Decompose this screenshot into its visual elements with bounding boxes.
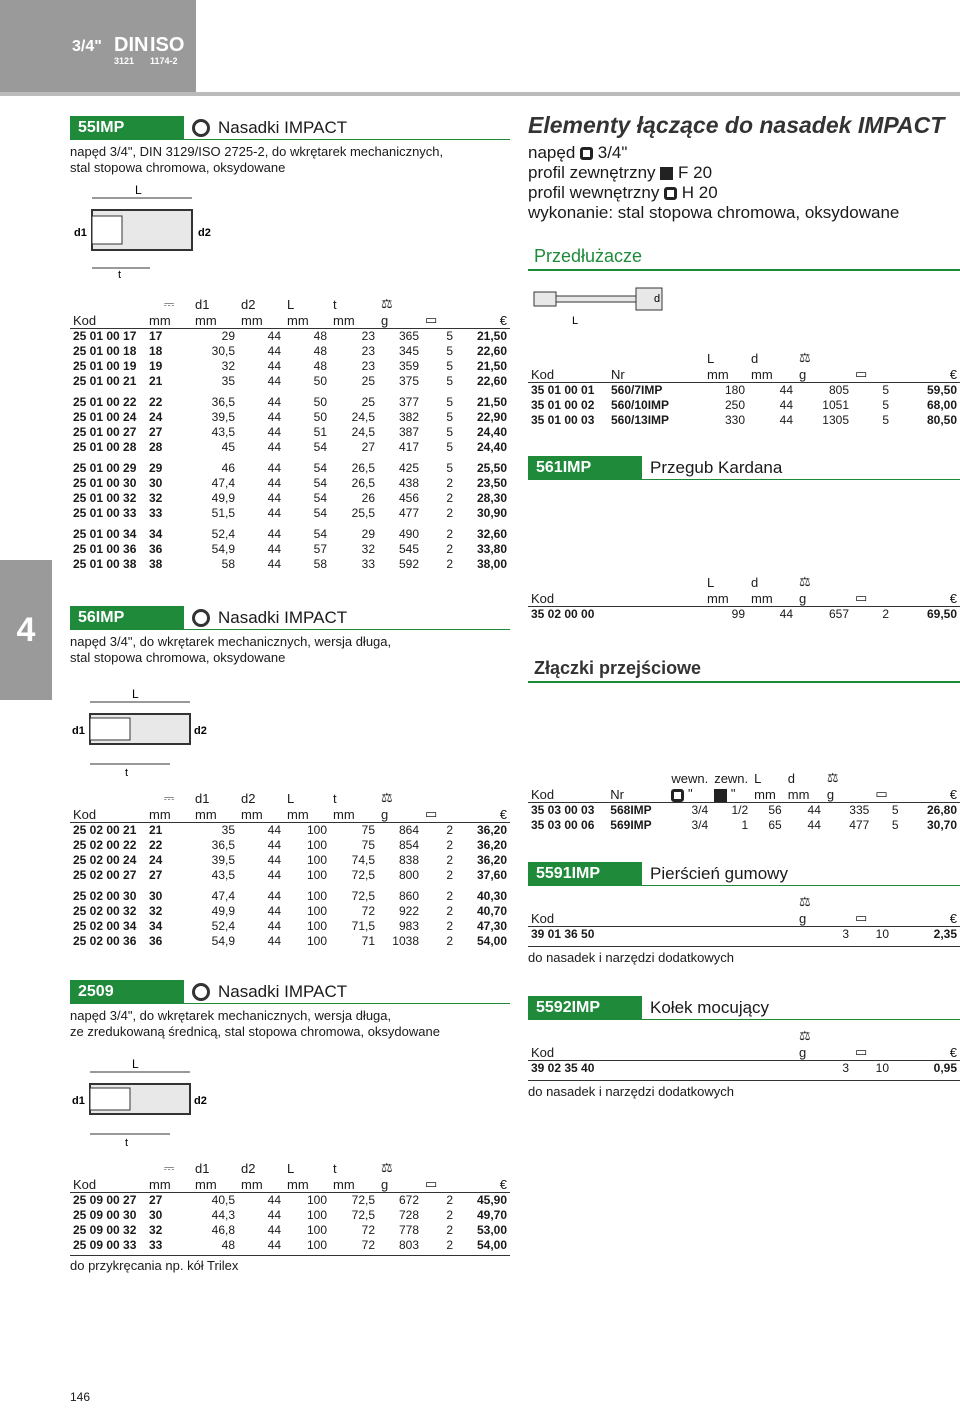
scale-icon: ⚖ bbox=[381, 1160, 393, 1175]
wrench-icon: ⎓ bbox=[163, 790, 175, 805]
din-number: 3121 bbox=[114, 56, 135, 66]
rubber-ring-table: ⚖ Kod g ▭ € 39 01 36 50 3 10 2,35 do nasadek i narzędzi dodatkowych bbox=[528, 894, 960, 966]
section-header bbox=[70, 606, 510, 630]
table-row: 25 02 00 22 22 36,5 44 100 75 854 2 36,20 bbox=[73, 838, 507, 852]
product-title: Przegub Kardana bbox=[642, 456, 960, 480]
header-badge bbox=[0, 0, 196, 92]
section-header bbox=[70, 980, 510, 1004]
product-code: 55IMP bbox=[70, 116, 184, 140]
description-line-2: stal stopowa chromowa, oksydowane bbox=[70, 650, 286, 665]
section-56imp bbox=[70, 606, 510, 666]
description-line-1: napęd 3/4", do wkrętarek mechanicznych, wersja długa, bbox=[70, 634, 392, 649]
table-row: 25 01 00 33 33 51,5 44 54 25,5 477 2 30,90 bbox=[73, 506, 507, 520]
chapter-tab: 4 bbox=[0, 560, 52, 700]
svg-text:d2: d2 bbox=[194, 725, 207, 737]
table-row: 25 01 00 19 19 32 44 48 23 359 5 21,50 bbox=[73, 359, 507, 373]
wrench-icon: ⎓ bbox=[163, 296, 175, 311]
table-row: 35 01 00 03 560/13IMP 330 44 1305 5 80,50 bbox=[531, 413, 957, 427]
table-row: 35 01 00 01 560/7IMP 180 44 805 5 59,50 bbox=[531, 383, 957, 398]
solid-square-icon bbox=[660, 167, 673, 180]
section-5591imp bbox=[528, 862, 960, 886]
scale-icon: ⚖ bbox=[826, 770, 839, 785]
internal-profile-line: profil wewnętrzny H 20 bbox=[528, 183, 718, 202]
product-code: 56IMP bbox=[70, 606, 184, 630]
svg-text:L: L bbox=[132, 1057, 139, 1071]
description-line-2: ze zredukowaną średnicą, stal stopowa chromowa, oksydowane bbox=[70, 1024, 440, 1039]
product-code: 2509 bbox=[70, 980, 184, 1004]
description-line-1: napęd 3/4", do wkrętarek mechanicznych, wersja długa, bbox=[70, 1008, 392, 1023]
product-code: 561IMP bbox=[528, 456, 642, 480]
extensions-header bbox=[528, 244, 960, 271]
table-row: 25 09 00 32 32 46,8 44 100 72 778 2 53,00 bbox=[73, 1223, 507, 1237]
description-line-2: stal stopowa chromowa, oksydowane bbox=[70, 160, 286, 175]
product-title: Kołek mocujący bbox=[642, 996, 960, 1020]
svg-text:t: t bbox=[118, 269, 122, 280]
svg-text:d1: d1 bbox=[72, 1095, 85, 1107]
table-row: 25 02 00 24 24 39,5 44 100 74,5 838 2 36,20 bbox=[73, 853, 507, 867]
extension-diagram bbox=[528, 280, 688, 330]
svg-text:L: L bbox=[132, 687, 139, 701]
wrench-icon: ⎓ bbox=[163, 1160, 175, 1175]
section-title: Złączki przejściowe bbox=[528, 656, 960, 683]
table-55imp bbox=[70, 296, 510, 572]
iso-label: ISO bbox=[150, 34, 185, 56]
table-row: 25 01 00 27 27 43,5 44 51 24,5 387 5 24,40 bbox=[73, 425, 507, 439]
section-55imp bbox=[70, 116, 510, 176]
section-5592imp bbox=[528, 996, 960, 1020]
svg-text:d1: d1 bbox=[74, 227, 87, 239]
reduced-socket-diagram bbox=[70, 1056, 220, 1152]
table-row: 25 01 00 18 18 30,5 44 48 23 345 5 22,60 bbox=[73, 344, 507, 358]
hollow-square-icon bbox=[664, 187, 677, 200]
svg-text:L: L bbox=[572, 315, 579, 327]
table-row: 25 01 00 36 36 54,9 44 57 32 545 2 33,80 bbox=[73, 542, 507, 556]
top-divider bbox=[0, 92, 960, 96]
package-icon: ▭ bbox=[425, 312, 438, 327]
table-row: 25 02 00 21 21 35 44 100 75 864 2 36,20 bbox=[73, 823, 507, 838]
scale-icon: ⚖ bbox=[799, 574, 811, 589]
section-2509 bbox=[70, 980, 510, 1040]
external-profile-line: profil zewnętrzny F 20 bbox=[528, 163, 713, 182]
package-icon: ▭ bbox=[855, 1044, 868, 1059]
extensions-table: L d ⚖ Kod Nr mm mm g ▭ € 35 01 00 01 560/7IMP 180 44 805 5 59,50 35 01 00 02 560/10IMP 250 44 1051 5 68,00 35 01 00 03 560/13IMP 330 44 1305 5 80,50 bbox=[528, 350, 960, 428]
cardan-table: L d ⚖ Kod mm mm g ▭ € 35 02 00 00 99 44 657 2 69,50 bbox=[528, 574, 960, 622]
hollow-square-icon bbox=[671, 789, 684, 802]
table-56imp bbox=[70, 790, 510, 949]
table-2509 bbox=[70, 1160, 510, 1274]
adapters-table: wewn. zewn. L d ⚖ Kod Nr " " mm mm g ▭ € 35 03 00 03 568IMP 3/4 1/2 56 44 335 5 26,80 35 03 00 06 569IMP 3/4 1 65 44 477 5 30,70 bbox=[528, 770, 960, 833]
long-socket-diagram bbox=[70, 684, 220, 784]
table-row: 25 01 00 22 22 36,5 44 50 25 377 5 21,50 bbox=[73, 395, 507, 409]
table-row: 25 02 00 30 30 47,4 44 100 72,5 860 2 40,30 bbox=[73, 889, 507, 903]
table-row: 25 09 00 33 33 48 44 100 72 803 2 54,00 bbox=[73, 1238, 507, 1252]
scale-icon: ⚖ bbox=[799, 350, 811, 365]
section-561imp bbox=[528, 456, 960, 480]
description-line-1: napęd 3/4", DIN 3129/ISO 2725-2, do wkrętarek mechanicznych, bbox=[70, 144, 444, 159]
product-title: Pierścień gumowy bbox=[642, 862, 960, 886]
drive-size: 3/4" bbox=[72, 38, 102, 55]
table-row: 35 02 00 00 99 44 657 2 69,50 bbox=[531, 607, 957, 622]
socket-diagram bbox=[70, 180, 220, 280]
table-row: 25 01 00 30 30 47,4 44 54 26,5 438 2 23,50 bbox=[73, 476, 507, 490]
table-row: 35 03 00 06 569IMP 3/4 1 65 44 477 5 30,70 bbox=[531, 818, 957, 832]
table-row: 39 02 35 40 3 10 0,95 bbox=[531, 1061, 957, 1076]
product-title: Nasadki IMPACT bbox=[184, 606, 510, 630]
table-row: 25 02 00 34 34 52,4 44 100 71,5 983 2 47,30 bbox=[73, 919, 507, 933]
table-row: 25 01 00 32 32 49,9 44 54 26 456 2 28,30 bbox=[73, 491, 507, 505]
svg-text:d1: d1 bbox=[72, 725, 85, 737]
table-row: 25 01 00 34 34 52,4 44 54 29 490 2 32,60 bbox=[73, 527, 507, 541]
pin-table: ⚖ Kod g ▭ € 39 02 35 40 3 10 0,95 do nasadek i narzędzi dodatkowych bbox=[528, 1028, 960, 1100]
svg-text:d: d bbox=[654, 293, 661, 305]
page-number: 146 bbox=[70, 1390, 91, 1404]
right-intro bbox=[528, 112, 960, 223]
table-row: 25 01 00 28 28 45 44 54 27 417 5 24,40 bbox=[73, 440, 507, 454]
socket-icon bbox=[192, 609, 210, 627]
section-header bbox=[70, 116, 510, 140]
square-drive-icon bbox=[580, 147, 593, 160]
adapters-header bbox=[528, 656, 960, 683]
table-row: 25 09 00 27 27 40,5 44 100 72,5 672 2 45,90 bbox=[73, 1193, 507, 1208]
scale-icon: ⚖ bbox=[799, 894, 811, 909]
drive-line: napęd 3/4" bbox=[528, 143, 628, 162]
package-icon: ▭ bbox=[855, 366, 868, 381]
table-row: 25 01 00 21 21 35 44 50 25 375 5 22,60 bbox=[73, 374, 507, 388]
table-row: 25 01 00 24 24 39,5 44 50 24,5 382 5 22,90 bbox=[73, 410, 507, 424]
product-code: 5592IMP bbox=[528, 996, 642, 1020]
svg-text:d2: d2 bbox=[198, 227, 211, 239]
spec-table: ⎓ d1 d2 L t ⚖ Kod mm mm mm mm mm g ▭ € 25 02 00 21 21 35 44 100 75 864 2 36,20 25 02 00 22 22 36,5 44 100 75 854 2 36,20 25 02 00 24 24 39,5 44 100 74,5 838 2 36,20 25 02 00 27 27 43,5 44 100 72,5 800 2 37,60 25 02 00 30 30 47,4 44 100 72,5 860 2 40,30 25 02 00 32 32 49,9 44 100 72 922 2 40,70 25 02 00 34 34 52,4 44 100 71,5 983 2 47,30 25 02 00 36 36 54,9 44 100 71 1038 2 54,00 bbox=[70, 790, 510, 949]
table-row: 25 01 00 29 29 46 44 54 26,5 425 5 25,50 bbox=[73, 461, 507, 475]
table-row: 25 01 00 38 38 58 44 58 33 592 2 38,00 bbox=[73, 557, 507, 571]
page-heading: Elementy łączące do nasadek IMPACT bbox=[528, 112, 945, 138]
table-row: 25 02 00 36 36 54,9 44 100 71 1038 2 54,00 bbox=[73, 934, 507, 948]
package-icon: ▭ bbox=[855, 590, 868, 605]
scale-icon: ⚖ bbox=[381, 790, 393, 805]
package-icon: ▭ bbox=[425, 1176, 438, 1191]
product-code: 5591IMP bbox=[528, 862, 642, 886]
spec-table: ⎓ d1 d2 L t ⚖ Kod mm mm mm mm mm g ▭ € 25 01 00 17 17 29 44 48 23 365 5 21,50 25 01 00 18 18 30,5 44 48 23 345 5 22,60 25 01 00 19 19 32 44 48 23 359 5 21,50 25 01 00 21 21 35 44 50 25 375 5 22,60 25 01 00 22 22 36,5 44 50 25 377 5 21,50 25 01 00 24 24 39,5 44 50 24,5 382 5 22,90 25 01 00 27 27 43,5 44 51 24,5 387 5 24,40 25 01 00 28 28 45 44 54 27 417 5 24,40 25 01 00 29 29 46 44 54 26,5 425 5 25,50 25 01 00 30 30 47,4 44 54 26,5 438 2 23,50 25 01 00 32 32 49,9 44 54 26 456 2 28,30 25 01 00 33 33 51,5 44 54 25,5 477 2 30,90 25 01 00 34 34 52,4 44 54 29 490 2 32,60 25 01 00 36 36 54,9 44 57 32 545 2 33,80 25 01 00 38 38 58 44 58 33 592 2 38,00 bbox=[70, 296, 510, 572]
package-icon: ▭ bbox=[855, 910, 868, 925]
scale-icon: ⚖ bbox=[799, 1028, 811, 1043]
table-row: 25 02 00 27 27 43,5 44 100 72,5 800 2 37,60 bbox=[73, 868, 507, 882]
svg-text:d2: d2 bbox=[194, 1095, 207, 1107]
note: do nasadek i narzędzi dodatkowych bbox=[528, 946, 960, 966]
package-icon: ▭ bbox=[425, 806, 438, 821]
socket-icon bbox=[192, 983, 210, 1001]
svg-text:t: t bbox=[125, 1137, 129, 1149]
table-row: 25 09 00 30 30 44,3 44 100 72,5 728 2 49,70 bbox=[73, 1208, 507, 1222]
note: do przykręcania np. kół Trilex bbox=[70, 1255, 510, 1274]
svg-text:t: t bbox=[125, 767, 129, 779]
table-row: 25 01 00 17 17 29 44 48 23 365 5 21,50 bbox=[73, 329, 507, 344]
note: do nasadek i narzędzi dodatkowych bbox=[528, 1080, 960, 1100]
diagram-label-L: L bbox=[135, 183, 142, 197]
section-title: Przedłużacze bbox=[528, 244, 960, 271]
table-row: 35 01 00 02 560/10IMP 250 44 1051 5 68,00 bbox=[531, 398, 957, 412]
scale-icon: ⚖ bbox=[381, 296, 393, 311]
package-icon: ▭ bbox=[875, 786, 888, 801]
iso-number: 1174-2 bbox=[150, 56, 178, 66]
product-title: Nasadki IMPACT bbox=[184, 116, 510, 140]
material-line: wykonanie: stal stopowa chromowa, oksydowane bbox=[528, 203, 900, 222]
spec-table: ⎓ d1 d2 L t ⚖ Kod mm mm mm mm mm g ▭ € 25 09 00 27 27 40,5 44 100 72,5 672 2 45,90 25 09 00 30 30 44,3 44 100 72,5 728 2 49,70 25 09 00 32 32 46,8 44 100 72 778 2 53,00 25 09 00 33 33 48 44 100 72 803 2 54,00 bbox=[70, 1160, 510, 1253]
solid-square-icon bbox=[714, 789, 727, 802]
product-title: Nasadki IMPACT bbox=[184, 980, 510, 1004]
table-row: 25 02 00 32 32 49,9 44 100 72 922 2 40,70 bbox=[73, 904, 507, 918]
din-label: DIN bbox=[114, 34, 149, 56]
socket-icon bbox=[192, 119, 210, 137]
table-row: 39 01 36 50 3 10 2,35 bbox=[531, 927, 957, 942]
table-row: 35 03 00 03 568IMP 3/4 1/2 56 44 335 5 26,80 bbox=[531, 803, 957, 818]
